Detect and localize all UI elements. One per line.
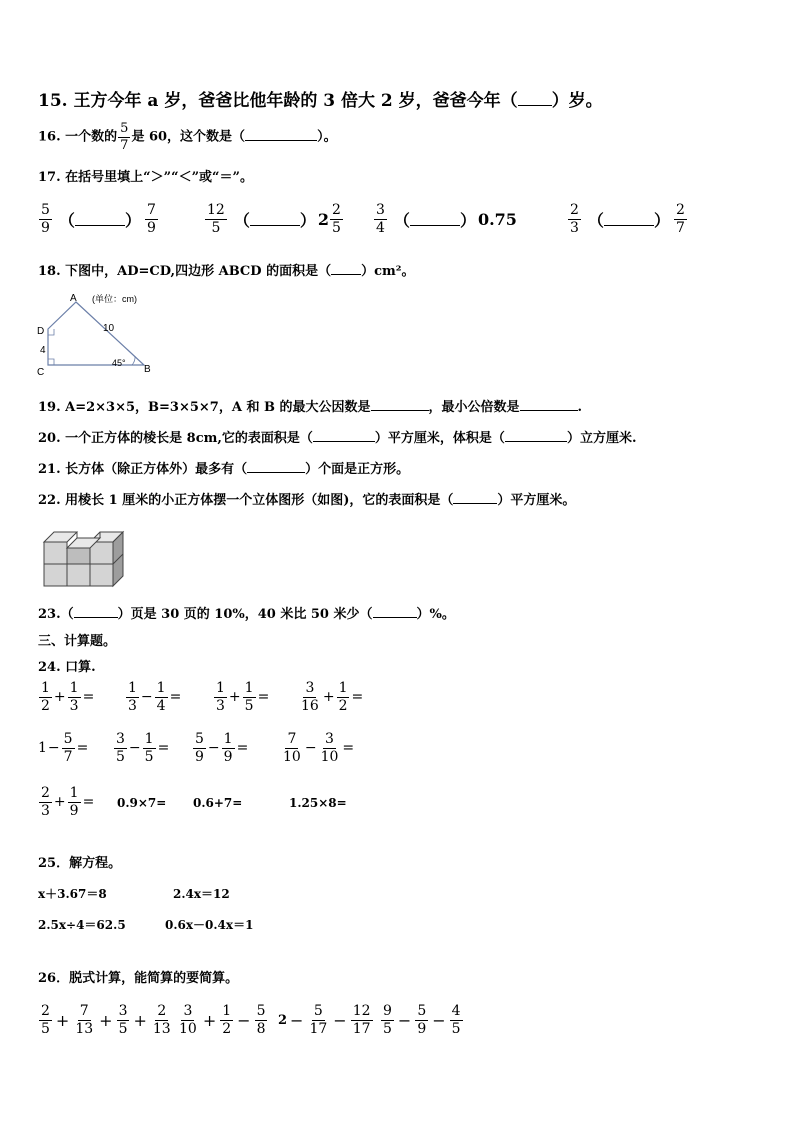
trapezoid-shape xyxy=(48,302,144,365)
equation-3: 2.5x÷4＝62.5 xyxy=(38,918,126,932)
q20-volume-blank[interactable] xyxy=(505,429,567,442)
compare-blank-3[interactable] xyxy=(410,213,460,226)
question-15: 15. 王方今年 a 岁，爸爸比他年龄的 3 倍大 2 岁，爸爸今年（ ）岁。 xyxy=(38,91,603,111)
fraction: $\frac{1}{4}$ xyxy=(156,680,166,714)
height-label: 4 xyxy=(40,345,46,356)
unit-label: (单位：cm) xyxy=(92,294,137,304)
q15-text: 15. 王方今年 a 岁，爸爸比他年龄的 3 倍大 2 岁，爸爸今年（ xyxy=(38,91,518,111)
fraction: $\frac{1}{3}$ xyxy=(69,680,79,714)
q20-area-blank[interactable] xyxy=(313,429,375,442)
expression-4 xyxy=(380,1004,464,1036)
fraction: $\frac{5}{9}$ xyxy=(417,1003,427,1037)
question-24: 24. 口算. xyxy=(38,660,96,675)
fraction: $\frac{2}{13}$ xyxy=(152,1003,171,1037)
operator: = xyxy=(169,689,182,706)
equation-4: 0.6x－0.4x＝1 xyxy=(165,918,254,932)
question-21: 21. 长方体（除正方体外）最多有（ ）个面是正方形。 xyxy=(38,462,410,477)
operator: − xyxy=(128,740,141,757)
q18-answer-blank[interactable] xyxy=(331,262,361,275)
expression-2 xyxy=(176,1004,268,1036)
operator: − xyxy=(432,1010,446,1030)
compare-blank-2[interactable] xyxy=(250,213,300,226)
mental-math-r3-3: 0.6+7= xyxy=(193,796,243,810)
fraction: $\frac{7}{10}$ xyxy=(283,731,301,765)
question-26: 26．脱式计算，能简算的要简算。 xyxy=(38,971,239,986)
operator: + xyxy=(99,1010,113,1030)
q16-answer-blank[interactable] xyxy=(245,128,317,141)
compare-item-1: $\frac{5}{9}$ （ ） $\frac{7}{9}$ xyxy=(41,202,156,236)
operator: = xyxy=(76,740,89,757)
q19-gcd-blank[interactable] xyxy=(371,398,429,411)
compare-item-4: $\frac{2}{3}$ （ ） $\frac{2}{7}$ xyxy=(570,202,685,236)
fraction: $\frac{3}{10}$ xyxy=(179,1003,197,1037)
fraction: $\frac{5}{7}$ xyxy=(120,121,129,153)
label-c: C xyxy=(37,367,45,378)
q21-answer-blank[interactable] xyxy=(247,460,305,473)
q23-pages-blank[interactable] xyxy=(74,605,118,618)
fraction: $\frac{1}{5}$ xyxy=(244,680,254,714)
operator: − xyxy=(304,740,317,757)
operator: + xyxy=(322,689,335,706)
mental-math-r3-frac: $\frac{2}{3}$ + $\frac{1}{9}$ = xyxy=(41,785,95,819)
fraction: $\frac{1}{9}$ xyxy=(223,731,233,765)
section-3-heading: 三、计算题。 xyxy=(38,634,117,649)
fraction: $\frac{3}{5}$ xyxy=(116,731,125,765)
operator: + xyxy=(228,689,241,706)
fraction: $\frac{9}{5}$ xyxy=(383,1003,392,1037)
mental-math-item xyxy=(192,732,249,764)
fraction: $\frac{4}{5}$ xyxy=(451,1003,461,1037)
operator: − xyxy=(290,1010,304,1030)
operator: = xyxy=(351,689,364,706)
angle-label: 45° xyxy=(112,358,126,368)
question-22: 22. 用棱长 1 厘米的小正方体摆一个立体图形（如图)，它的表面积是（ ）平方厘米。 xyxy=(38,493,576,508)
fraction: $\frac{7}{13}$ xyxy=(75,1003,94,1037)
compare-item-2: $\frac{12}{5}$ （ ） 2 $\frac{2}{5}$ xyxy=(207,202,341,236)
operator: − xyxy=(47,740,60,757)
expression-3: 2 − $\frac{5}{17}$ − $\frac{12}{17}$ xyxy=(278,1003,371,1037)
label-d: D xyxy=(37,326,45,337)
label-a: A xyxy=(70,293,77,304)
fraction: $\frac{3}{16}$ xyxy=(301,680,319,714)
q22-answer-blank[interactable] xyxy=(453,491,497,504)
operator: − xyxy=(207,740,220,757)
label-b: B xyxy=(144,364,151,375)
mental-math-item xyxy=(280,732,355,764)
fraction: $\frac{1}{2}$ xyxy=(222,1003,232,1037)
fraction: $\frac{1}{2}$ xyxy=(338,680,348,714)
fraction: $\frac{12}{17}$ xyxy=(352,1003,371,1037)
compare-item-3: $\frac{3}{4}$ （ ） 0.75 xyxy=(376,202,517,236)
mental-math-item xyxy=(125,681,182,713)
operator: + xyxy=(55,1010,70,1030)
operator: = xyxy=(236,740,249,757)
q23-percent-blank[interactable] xyxy=(373,605,417,618)
mental-math-item xyxy=(213,681,270,713)
fraction: $\frac{1}{5}$ xyxy=(144,731,154,765)
mental-math-item xyxy=(113,732,170,764)
fraction: $\frac{3}{5}$ xyxy=(118,1003,128,1037)
question-20: 20. 一个正方体的棱长是 8cm,它的表面积是（ ）平方厘米，体积是（ ）立方厘米. xyxy=(38,431,637,446)
question-18: 18. 下图中，AD=CD,四边形 ABCD 的面积是（ ）cm²。 xyxy=(38,264,415,279)
operator: = xyxy=(157,740,170,757)
operator: = xyxy=(342,740,355,757)
mental-math-item xyxy=(298,681,364,713)
question-25: 25．解方程。 xyxy=(38,856,122,871)
operator: + xyxy=(53,689,66,706)
compare-blank-1[interactable] xyxy=(75,213,125,226)
side-label: 10 xyxy=(103,323,115,334)
fraction: $\frac{1}{3}$ xyxy=(216,680,225,714)
fraction: $\frac{3}{10}$ xyxy=(320,731,339,765)
operator: + xyxy=(202,1010,217,1030)
equation-1: x＋3.67＝8 xyxy=(38,887,107,901)
cube-figure xyxy=(40,518,136,590)
mental-math-r3-2: 0.9×7= xyxy=(117,796,167,810)
operator: = xyxy=(257,689,270,706)
question-23: 23.（ ）页是 30 页的 10%，40 米比 50 米少（ ）%。 xyxy=(38,607,455,622)
expression-1 xyxy=(38,1004,174,1036)
mental-math-r3-4: 1.25×8= xyxy=(289,796,347,810)
fraction: $\frac{1}{3}$ xyxy=(128,680,137,714)
mental-math-item xyxy=(38,681,95,713)
operator: − xyxy=(237,1010,251,1030)
equation-2: 2.4x＝12 xyxy=(173,887,230,901)
question-17: 17. 在括号里填上“＞”“＜”或“＝”。 xyxy=(38,170,254,185)
operator: = xyxy=(82,689,95,706)
operator: − xyxy=(140,689,153,706)
fraction: $\frac{5}{7}$ xyxy=(63,731,73,765)
question-19: 19. A=2×3×5，B=3×5×7，A 和 B 的最大公因数是 ，最小公倍数是 . xyxy=(38,400,583,415)
mental-math-item: 1 − $\frac{5}{7}$ = xyxy=(38,731,89,765)
q15-answer-blank[interactable] xyxy=(518,93,552,106)
fraction: $\frac{5}{17}$ xyxy=(309,1003,328,1037)
fraction: $\frac{5}{9}$ xyxy=(195,731,204,765)
fraction: $\frac{2}{5}$ xyxy=(41,1003,50,1037)
operator: + xyxy=(133,1010,147,1030)
compare-blank-4[interactable] xyxy=(604,213,654,226)
operator: − xyxy=(397,1010,412,1030)
operator: − xyxy=(333,1010,347,1030)
fraction: $\frac{5}{8}$ xyxy=(256,1003,266,1037)
q19-lcm-blank[interactable] xyxy=(520,398,578,411)
trapezoid-figure xyxy=(36,290,166,380)
fraction: $\frac{1}{2}$ xyxy=(41,680,50,714)
question-16: 16. 一个数的 $\frac{5}{7}$ 是 60，这个数是（ ）。 xyxy=(38,121,337,153)
